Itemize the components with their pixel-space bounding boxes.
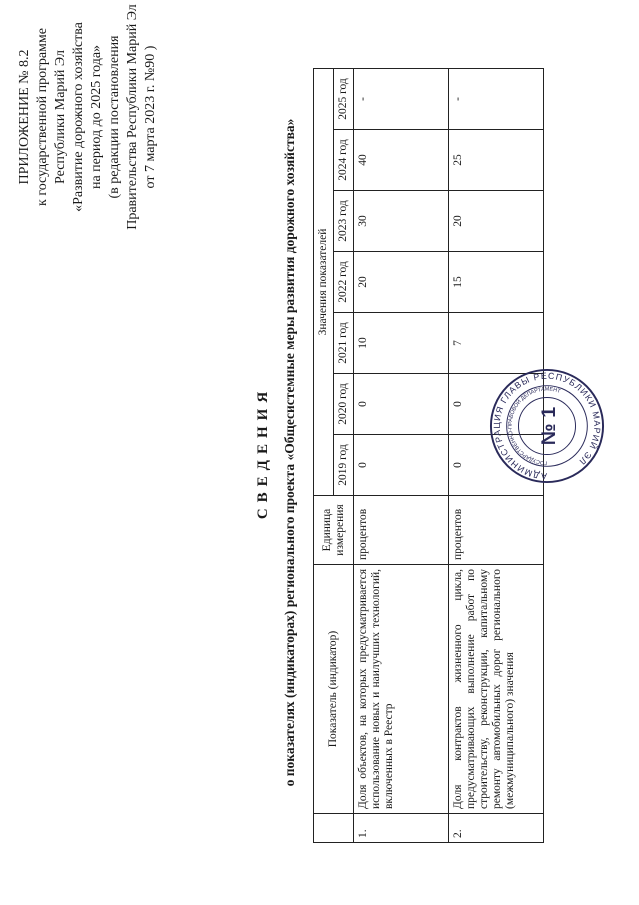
- row-value: 10: [354, 313, 449, 374]
- appendix-line: на период до 2025 года»: [89, 44, 104, 190]
- row-value: 0: [354, 435, 449, 496]
- header-year: 2019 год: [334, 435, 354, 496]
- seal-inner-text: ГОСУДАРСТВЕННО-ПРАВОВОЙ ДЕПАРТАМЕНТ: [507, 386, 562, 466]
- document-subheading: о показателях (индикаторах) регионального проекта «Общесистемные меры развития дорожного хозяйства»: [282, 118, 297, 787]
- appendix-line: (в редакции постановления: [107, 35, 122, 199]
- row-value: 7: [449, 313, 544, 374]
- official-seal: [488, 367, 606, 485]
- document-heading: СВЕДЕНИЯ: [255, 385, 271, 520]
- row-unit: процентов: [354, 496, 449, 565]
- appendix-line: Правительства Республики Марий Эл: [125, 4, 140, 230]
- appendix-line: «Развитие дорожного хозяйства: [71, 22, 86, 212]
- seal-ring-text: АДМИНИСТРАЦИЯ ГЛАВЫ РЕСПУБЛИКИ МАРИЙ ЭЛ: [491, 370, 603, 482]
- header-indicator: Показатель (индикатор): [314, 565, 354, 814]
- row-value: 0: [449, 374, 544, 435]
- row-value: 30: [354, 191, 449, 252]
- row-value: 25: [449, 130, 544, 191]
- header-values-group: Значения показателей: [314, 69, 334, 496]
- row-value: -: [449, 69, 544, 130]
- table-row: [354, 69, 449, 843]
- appendix-line: Республики Марий Эл: [53, 50, 68, 184]
- row-value: 0: [449, 435, 544, 496]
- header-unit: Единица измерения: [314, 496, 354, 565]
- appendix-line: ПРИЛОЖЕНИЕ № 8.2: [17, 49, 32, 185]
- row-indicator: Доля контрактов жизненного цикла, предусматривающих выполнение работ по строительству, реконструкции, капитальному ремонту автомобильных дорог регионального (межмуниципального) значения: [449, 565, 544, 814]
- row-value: 0: [354, 374, 449, 435]
- appendix-line: от 7 марта 2023 г. №90 ): [143, 45, 158, 189]
- header-year: 2023 год: [334, 191, 354, 252]
- row-unit: процентов: [449, 496, 544, 565]
- header-number: [314, 814, 354, 843]
- row-number: 2.: [449, 814, 544, 843]
- row-value: 15: [449, 252, 544, 313]
- header-year: 2025 год: [334, 69, 354, 130]
- row-indicator: Доля объектов, на которых предусматривается использование новых и наилучших технологий, включенных в Реестр: [354, 565, 449, 814]
- header-year: 2022 год: [334, 252, 354, 313]
- row-value: -: [354, 69, 449, 130]
- row-value: 20: [449, 191, 544, 252]
- header-year: 2024 год: [334, 130, 354, 191]
- seal-center-text: № 1: [537, 406, 560, 446]
- table-header-row: [314, 69, 334, 843]
- row-number: 1.: [354, 814, 449, 843]
- header-year: 2021 год: [334, 313, 354, 374]
- header-year: 2020 год: [334, 374, 354, 435]
- appendix-line: к государственной программе: [35, 28, 50, 206]
- row-value: 40: [354, 130, 449, 191]
- appendix-block: [16, 0, 160, 277]
- row-value: 20: [354, 252, 449, 313]
